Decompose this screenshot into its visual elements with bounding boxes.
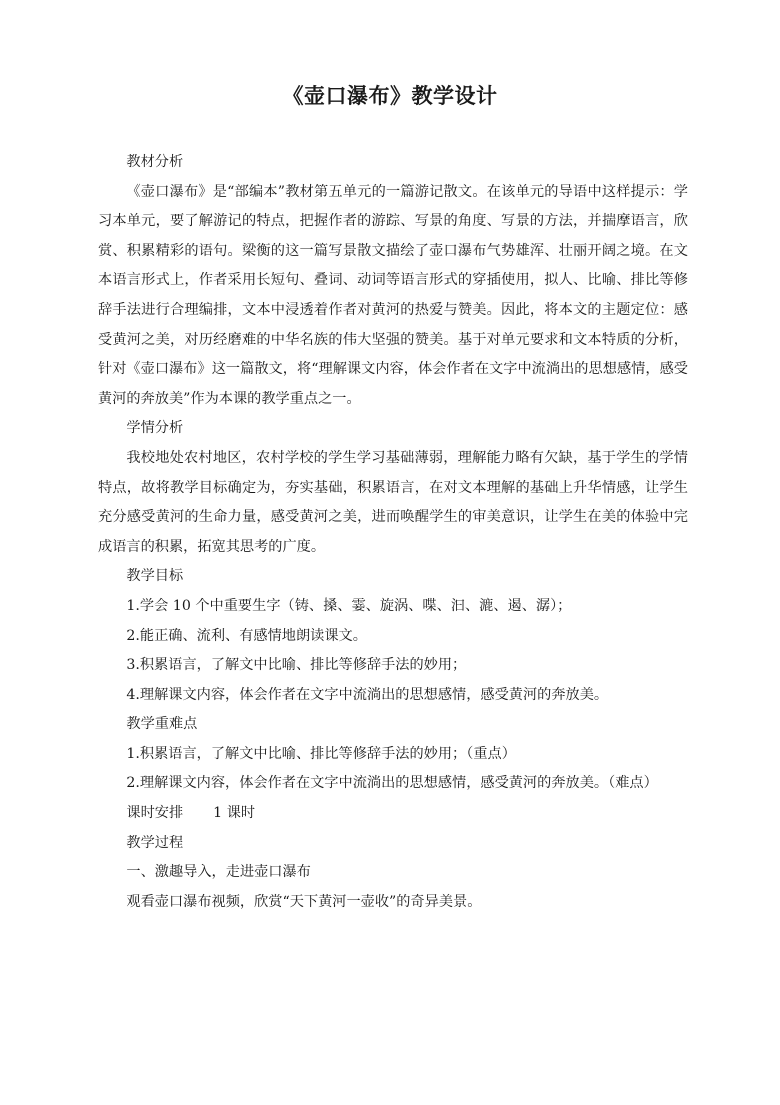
section-heading-goals: 教学目标 [126, 568, 184, 585]
schedule-label: 课时安排 [126, 805, 184, 822]
schedule-line [98, 799, 688, 829]
goal-item: 1.学会 10 个中重要生字（铸、搡、霎、旋涡、喋、汩、漉、遏、潺）； [126, 597, 572, 614]
document-body [98, 148, 688, 917]
paragraph-material: 《壶口瀑布》是“部编本”教材第五单元的一篇游记散文。在该单元的导语中这样提示：学习本单元，要了解游记的特点，把握作者的游踪、写景的角度、写景的方法，并揣摩语言，欣赏、积累精彩的语句。梁衡的这一篇写景散文描绘了壶口瀑布气势雄浑、壮丽开阔之境。在文本语言形式上，作者采用长短句、叠词、动词等语言形式的穿插使用，拟人、比喻、排比等修辞手法进行合理编排，文本中浸透着作者对黄河的热爱与赞美。因此，将本文的主题定位：感受黄河之美，对历经磨难的中华名族的伟大坚强的赞美。基于对单元要求和文本特质的分析，针对《壶口瀑布》这一篇散文，将“理解课文内容，体会作者在文字中流淌出的思想感情，感受黄河的奔放美”作为本课的教学重点之一。 [98, 183, 688, 407]
section-heading-process: 教学过程 [126, 834, 184, 851]
process-step-title: 一、激趣导入，走进壶口瀑布 [126, 864, 311, 881]
goal-item: 2.能正确、流利、有感情地朗读课文。 [126, 627, 367, 644]
key-point-item: 1.积累语言，了解文中比喻、排比等修辞手法的妙用；（重点） [126, 745, 516, 762]
section-heading-students: 学情分析 [126, 420, 184, 437]
schedule-value: 1 课时 [213, 805, 256, 822]
process-step-text: 观看壶口瀑布视频，欣赏“天下黄河一壶收”的奇异美景。 [126, 893, 482, 910]
document-title: 《壶口瀑布》教学设计 [282, 84, 498, 108]
key-point-item: 2.理解课文内容，体会作者在文字中流淌出的思想感情，感受黄河的奔放美。（难点） [126, 775, 658, 792]
goal-item: 3.积累语言，了解文中比喻、排比等修辞手法的妙用； [126, 657, 467, 674]
paragraph-students: 我校地处农村地区，农村学校的学生学习基础薄弱，理解能力略有欠缺，基于学生的学情特点，故将教学目标确定为，夯实基础，积累语言，在对文本理解的基础上升华情感，让学生充分感受黄河的生命力量，感受黄河之美，进而唤醒学生的审美意识，让学生在美的体验中完成语言的积累，拓宽其思考的广度。 [98, 449, 688, 555]
section-heading-key-points: 教学重难点 [126, 716, 198, 733]
goal-item: 4.理解课文内容，体会作者在文字中流淌出的思想感情，感受黄河的奔放美。 [126, 686, 609, 703]
section-heading-material: 教材分析 [126, 154, 184, 170]
